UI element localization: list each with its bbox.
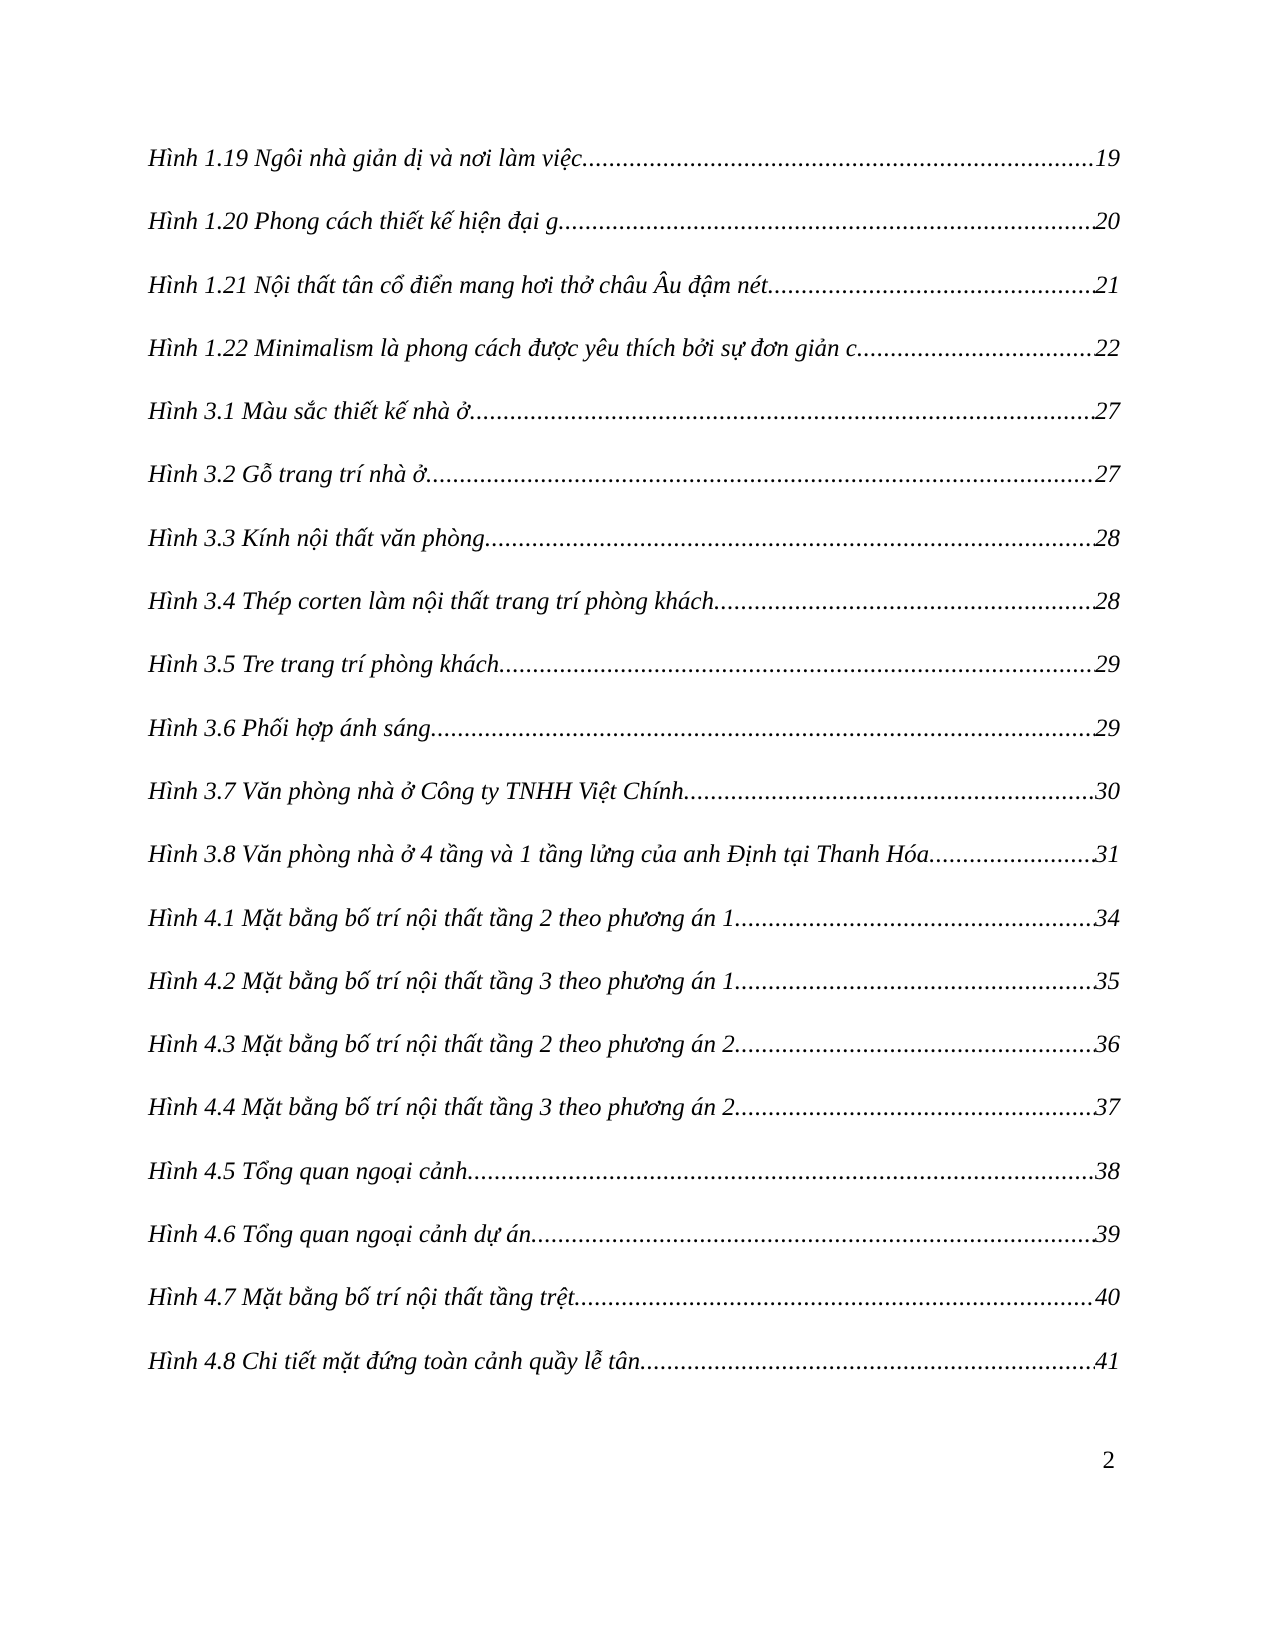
- toc-entry[interactable]: [148, 523, 1120, 586]
- toc-entry-title: Hình 3.3 Kính nội thất văn phòng: [148, 524, 485, 552]
- toc-entry-page: 31: [1095, 841, 1120, 869]
- toc-entry-page: 36: [1095, 1031, 1120, 1059]
- dot-leader: [485, 523, 1095, 555]
- toc-entry-page: 38: [1095, 1157, 1120, 1185]
- toc-entry[interactable]: [148, 839, 1120, 902]
- toc-entry[interactable]: [148, 459, 1120, 522]
- toc-entry-title: Hình 4.2 Mặt bằng bố trí nội thất tầng 3 theo phương án 1: [148, 967, 735, 995]
- toc-entry[interactable]: [148, 903, 1120, 966]
- dot-leader: [857, 333, 1095, 365]
- toc-entry-page: 35: [1095, 967, 1120, 995]
- toc-entry-page: 20: [1095, 208, 1120, 236]
- toc-entry-title: Hình 4.1 Mặt bằng bố trí nội thất tầng 2 theo phương án 1: [148, 904, 735, 932]
- dot-leader: [714, 586, 1095, 618]
- list-of-figures: [148, 143, 1120, 1409]
- toc-entry-title: Hình 3.8 Văn phòng nhà ở 4 tầng và 1 tầng lửng của anh Định tại Thanh Hóa: [148, 841, 930, 869]
- toc-entry-title: Hình 1.22 Minimalism là phong cách được yêu thích bởi sự đơn giản c: [148, 334, 857, 362]
- toc-entry-page: 21: [1095, 271, 1120, 299]
- dot-leader: [426, 459, 1095, 491]
- dot-leader: [735, 1092, 1095, 1124]
- toc-entry-page: 28: [1095, 524, 1120, 552]
- dot-leader: [470, 396, 1095, 428]
- toc-entry[interactable]: [148, 396, 1120, 459]
- dot-leader: [574, 1282, 1095, 1314]
- dot-leader: [735, 966, 1095, 998]
- dot-leader: [640, 1346, 1095, 1378]
- toc-entry[interactable]: [148, 143, 1120, 206]
- toc-entry-page: 27: [1095, 398, 1120, 426]
- toc-entry-title: Hình 4.5 Tổng quan ngoại cảnh: [148, 1157, 468, 1185]
- toc-entry[interactable]: [148, 713, 1120, 776]
- dot-leader: [929, 839, 1095, 871]
- toc-entry-title: Hình 3.2 Gỗ trang trí nhà ở: [148, 461, 426, 489]
- toc-entry-title: Hình 3.7 Văn phòng nhà ở Công ty TNHH Việt Chính: [148, 777, 684, 805]
- toc-entry-page: 34: [1095, 904, 1120, 932]
- toc-entry-title: Hình 3.1 Màu sắc thiết kế nhà ở: [148, 398, 470, 426]
- toc-entry-title: Hình 1.20 Phong cách thiết kế hiện đại g: [148, 208, 559, 236]
- toc-entry-title: Hình 3.6 Phối hợp ánh sáng: [148, 714, 431, 742]
- dot-leader: [735, 903, 1095, 935]
- toc-entry[interactable]: [148, 1282, 1120, 1345]
- toc-entry[interactable]: [148, 966, 1120, 1029]
- toc-entry-page: 37: [1095, 1094, 1120, 1122]
- page-number: 2: [1102, 1447, 1115, 1474]
- toc-entry-title: Hình 4.3 Mặt bằng bố trí nội thất tầng 2 theo phương án 2: [148, 1031, 735, 1059]
- toc-entry[interactable]: [148, 270, 1120, 333]
- dot-leader: [531, 1219, 1095, 1251]
- dot-leader: [467, 1156, 1095, 1188]
- toc-entry-title: Hình 4.4 Mặt bằng bố trí nội thất tầng 3 theo phương án 2: [148, 1094, 735, 1122]
- toc-entry[interactable]: [148, 649, 1120, 712]
- dot-leader: [735, 1029, 1095, 1061]
- dot-leader: [431, 713, 1095, 745]
- toc-entry-page: 28: [1095, 588, 1120, 616]
- toc-entry-page: 29: [1095, 651, 1120, 679]
- toc-entry-title: Hình 1.21 Nội thất tân cổ điển mang hơi thở châu Âu đậm nét: [148, 271, 768, 299]
- toc-entry-page: 22: [1095, 334, 1120, 362]
- dot-leader: [582, 143, 1095, 175]
- toc-entry-title: Hình 3.4 Thép corten làm nội thất trang trí phòng khách: [148, 588, 714, 616]
- toc-entry[interactable]: [148, 1346, 1120, 1409]
- toc-entry[interactable]: [148, 776, 1120, 839]
- toc-entry-page: 41: [1095, 1347, 1120, 1375]
- toc-entry[interactable]: [148, 206, 1120, 269]
- toc-entry[interactable]: [148, 1029, 1120, 1092]
- dot-leader: [558, 206, 1095, 238]
- toc-entry[interactable]: [148, 586, 1120, 649]
- toc-entry[interactable]: [148, 1219, 1120, 1282]
- toc-entry-page: 29: [1095, 714, 1120, 742]
- toc-entry-title: Hình 1.19 Ngôi nhà giản dị và nơi làm việc: [148, 145, 583, 172]
- toc-entry-page: 27: [1095, 461, 1120, 489]
- dot-leader: [768, 270, 1095, 302]
- toc-entry-title: Hình 4.7 Mặt bằng bố trí nội thất tầng trệt: [148, 1284, 575, 1312]
- toc-entry[interactable]: [148, 1156, 1120, 1219]
- dot-leader: [499, 649, 1095, 681]
- toc-entry[interactable]: [148, 333, 1120, 396]
- toc-entry-page: 39: [1095, 1221, 1120, 1249]
- toc-entry-title: Hình 3.5 Tre trang trí phòng khách: [148, 651, 500, 679]
- toc-entry-title: Hình 4.8 Chi tiết mặt đứng toàn cảnh quầy lễ tân: [148, 1347, 641, 1375]
- toc-entry[interactable]: [148, 1092, 1120, 1155]
- toc-entry-page: 40: [1095, 1284, 1120, 1312]
- dot-leader: [684, 776, 1095, 808]
- toc-entry-page: 30: [1095, 777, 1120, 805]
- toc-entry-title: Hình 4.6 Tổng quan ngoại cảnh dự án: [148, 1221, 532, 1249]
- toc-entry-page: 19: [1095, 145, 1120, 172]
